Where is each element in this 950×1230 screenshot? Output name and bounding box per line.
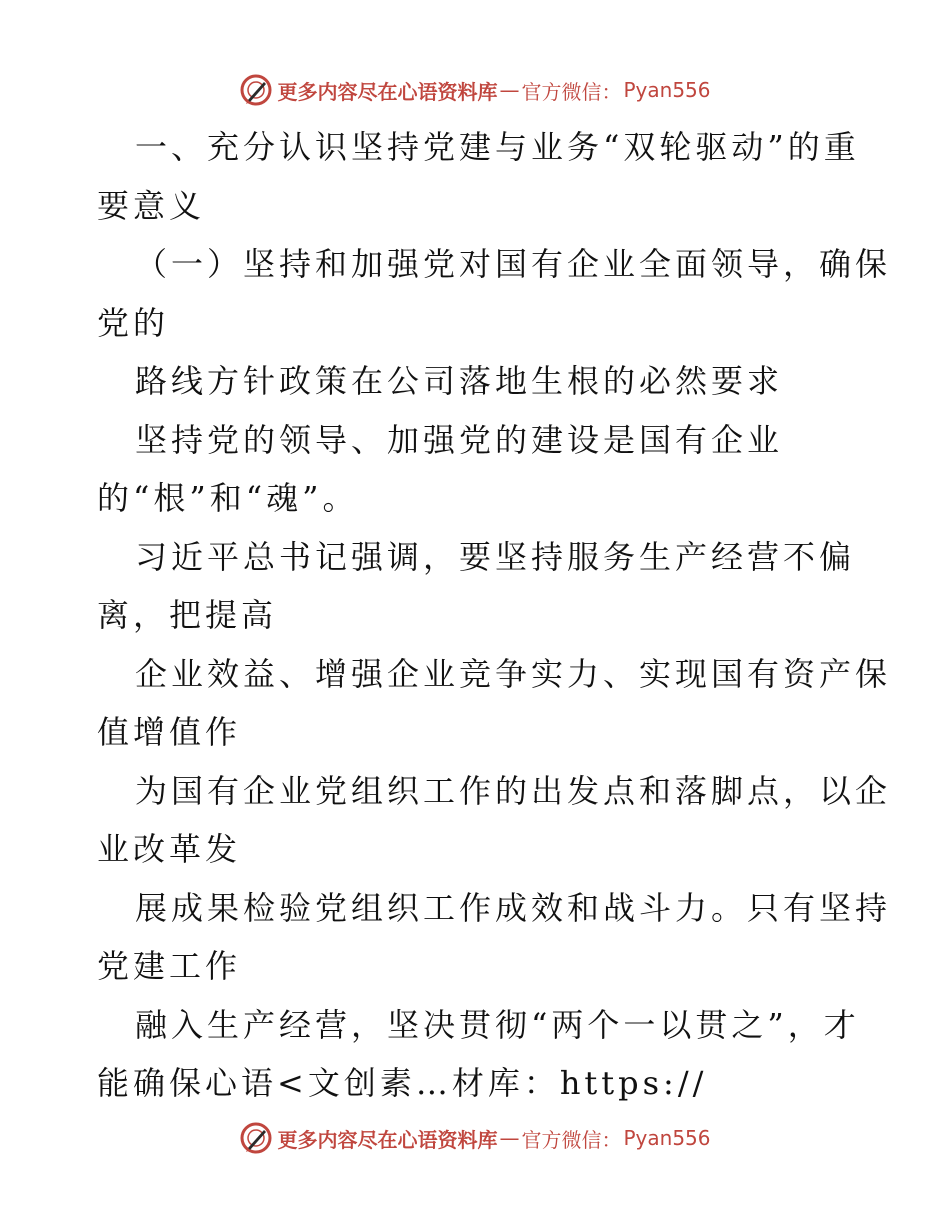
body-text-line: 党的: [97, 303, 170, 342]
header-wechat-id: Pyan556: [623, 78, 711, 102]
footer-banner: [0, 1118, 950, 1158]
header-dash: —: [499, 78, 520, 102]
body-text-line: 企业效益、增强企业竞争实力、实现国有资产保: [135, 654, 892, 693]
body-text-line: 能确保心语<文创素…材库：https://: [97, 1064, 708, 1102]
header-wechat-label: 官方微信：: [521, 79, 622, 104]
document-body: [97, 118, 892, 1113]
header-site-text: 更多内容尽在心语资料库: [277, 79, 498, 104]
header-banner: [0, 70, 950, 110]
body-text-line: 值增值作: [97, 713, 242, 751]
footer-site-text: 更多内容尽在心语资料库: [277, 1127, 498, 1152]
body-text-line: 的“根”和“魂”。: [97, 479, 359, 517]
brush-circle-logo-icon: [239, 73, 273, 107]
footer-dash: —: [499, 1126, 520, 1150]
body-text-line: （一）坚持和加强党对国有企业全面领导，确保: [135, 245, 892, 283]
footer-wechat-label: 官方微信：: [521, 1127, 622, 1152]
body-text-line: 离，把提高: [97, 596, 278, 634]
body-text-line: 融入生产经营，坚决贯彻“两个一以贯之”，才: [135, 1005, 860, 1044]
body-text-line: 一、充分认识坚持党建与业务“双轮驱动”的重: [135, 128, 860, 166]
body-text-line: 坚持党的领导、加强党的建设是国有企业: [135, 420, 784, 459]
body-text-line: 习近平总书记强调，要坚持服务生产经营不偏: [135, 537, 856, 576]
body-text-line: 党建工作: [97, 947, 242, 985]
footer-wechat-id: Pyan556: [623, 1126, 711, 1150]
body-text-line: 为国有企业党组织工作的出发点和落脚点，以企: [135, 771, 892, 810]
body-text-line: 业改革发: [97, 830, 242, 868]
body-text-line: 路线方针政策在公司落地生根的必然要求: [135, 362, 784, 400]
body-text-line: 展成果检验党组织工作成效和战斗力。只有坚持: [135, 888, 892, 927]
body-text-line: 要意义: [97, 186, 206, 225]
brush-circle-logo-icon: [239, 1121, 273, 1155]
